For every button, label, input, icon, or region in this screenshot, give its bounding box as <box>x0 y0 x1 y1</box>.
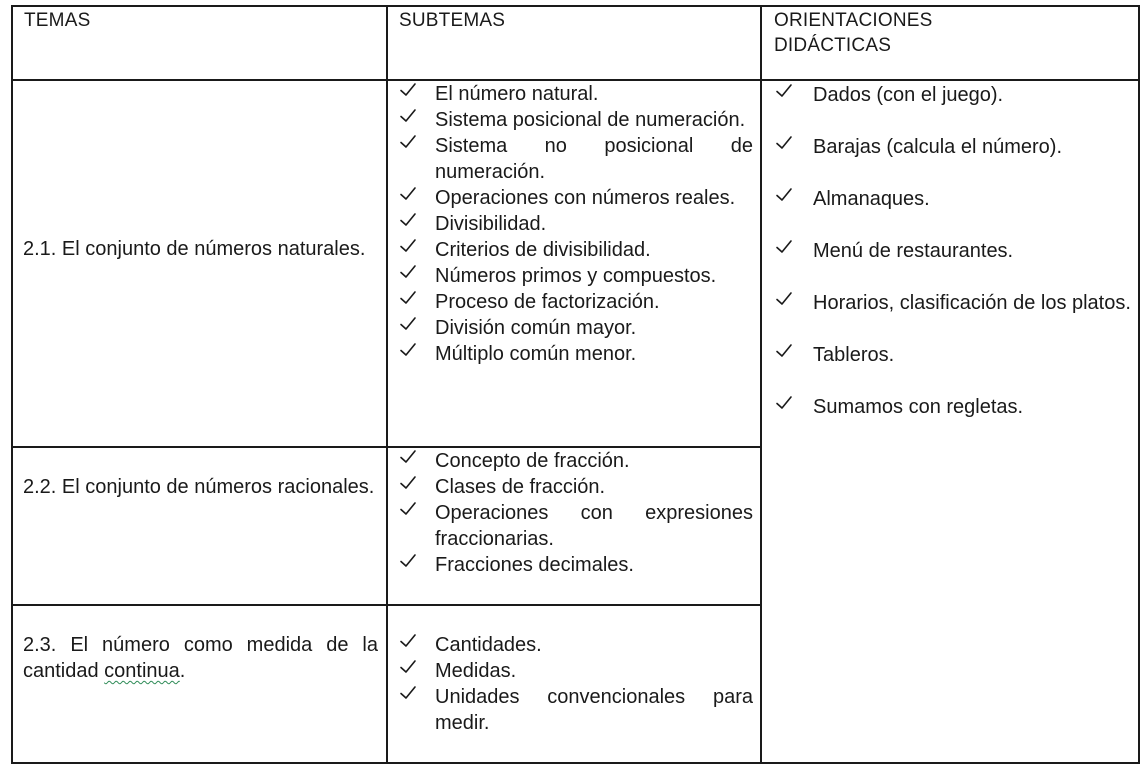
list-item <box>399 552 753 578</box>
list-item-text: Proceso de factorización. <box>435 291 660 313</box>
list-item-text: Divisibilidad. <box>435 213 547 235</box>
list-item <box>775 238 1135 264</box>
column-divider-1 <box>386 5 388 764</box>
list-item <box>775 342 1135 368</box>
list-item-text: Clases de fracción. <box>435 476 606 498</box>
check-mark-icon <box>775 186 797 212</box>
tema-2-3-period: . <box>179 660 186 682</box>
tema-2-3 <box>23 632 378 684</box>
check-mark-icon <box>399 474 421 500</box>
list-item-text: Operaciones con números reales. <box>435 187 736 209</box>
list-item <box>399 289 753 315</box>
spellcheck-underlined-word: continua <box>104 660 180 682</box>
check-mark-icon <box>775 82 797 108</box>
list-item-text: Almanaques. <box>813 188 930 210</box>
list-item <box>399 500 753 552</box>
check-mark-icon <box>399 185 421 211</box>
list-item <box>399 107 753 133</box>
check-mark-icon <box>399 341 421 367</box>
tema-2-1: 2.1. El conjunto de números naturales. <box>23 238 366 260</box>
list-item <box>399 448 753 474</box>
check-mark-icon <box>399 448 421 474</box>
check-mark-icon <box>399 552 421 578</box>
column-divider-2 <box>760 5 762 764</box>
list-item-text: Dados (con el juego). <box>813 84 1004 106</box>
check-mark-icon <box>399 263 421 289</box>
list-item-text: Números primos y compuestos. <box>435 265 717 287</box>
check-mark-icon <box>399 107 421 133</box>
subtemas-list-2-2 <box>399 448 753 578</box>
check-mark-icon <box>775 134 797 160</box>
check-mark-icon <box>775 342 797 368</box>
list-item-text: Sistema no posicional de numeración. <box>435 135 753 183</box>
check-mark-icon <box>399 500 421 526</box>
check-mark-icon <box>399 81 421 107</box>
list-item-text: El número natural. <box>435 83 599 105</box>
tema-2-3-text: 2.3. El número como medida de la cantidad <box>23 634 378 682</box>
list-item <box>399 315 753 341</box>
tema-2-2: 2.2. El conjunto de números racionales. <box>23 476 375 498</box>
subtemas-list-2-3 <box>399 632 753 736</box>
list-item-text: Múltiplo común menor. <box>435 343 637 365</box>
check-mark-icon <box>399 684 421 710</box>
table-border-top <box>11 5 1140 7</box>
header-orientaciones: ORIENTACIONES DIDÁCTICAS <box>774 10 933 56</box>
check-mark-icon <box>775 394 797 420</box>
list-item-text: Menú de restaurantes. <box>813 240 1014 262</box>
list-item <box>775 82 1135 108</box>
list-item <box>399 81 753 107</box>
list-item <box>775 290 1135 316</box>
list-item-text: Concepto de fracción. <box>435 450 630 472</box>
list-item-text: Medidas. <box>435 660 517 682</box>
list-item <box>399 684 753 736</box>
check-mark-icon <box>399 315 421 341</box>
list-item <box>775 134 1135 160</box>
list-item-text: Barajas (calcula el número). <box>813 136 1062 158</box>
list-item <box>399 474 753 500</box>
table-border-left <box>11 5 13 764</box>
check-mark-icon <box>775 290 797 316</box>
list-item-text: Sistema posicional de numeración. <box>435 109 746 131</box>
list-item <box>775 186 1135 212</box>
table-border-right <box>1138 5 1140 764</box>
subtemas-list-2-1 <box>399 81 753 367</box>
list-item-text: Criterios de divisibilidad. <box>435 239 651 261</box>
list-item-text: Fracciones decimales. <box>435 554 634 576</box>
check-mark-icon <box>399 658 421 684</box>
check-mark-icon <box>399 237 421 263</box>
list-item-text: Unidades convencionales para medir. <box>435 686 753 734</box>
list-item-text: Cantidades. <box>435 634 542 656</box>
list-item <box>399 211 753 237</box>
list-item <box>399 133 753 185</box>
list-item-text: Operaciones con expresiones fraccionarias. <box>435 502 753 550</box>
header-temas: TEMAS <box>24 10 91 31</box>
check-mark-icon <box>399 632 421 658</box>
orientaciones-list <box>775 82 1135 446</box>
list-item <box>399 658 753 684</box>
check-mark-icon <box>399 211 421 237</box>
table-border-bottom <box>11 762 1140 764</box>
list-item <box>399 237 753 263</box>
list-item-text: Sumamos con regletas. <box>813 396 1024 418</box>
header-subtemas: SUBTEMAS <box>399 10 506 31</box>
list-item-text: Horarios, clasificación de los platos. <box>813 292 1131 314</box>
list-item <box>399 263 753 289</box>
list-item <box>399 185 753 211</box>
check-mark-icon <box>399 289 421 315</box>
check-mark-icon <box>399 133 421 159</box>
list-item-text: Tableros. <box>813 344 895 366</box>
check-mark-icon <box>775 238 797 264</box>
list-item-text: División común mayor. <box>435 317 637 339</box>
list-item <box>399 632 753 658</box>
list-item <box>775 394 1135 420</box>
list-item <box>399 341 753 367</box>
